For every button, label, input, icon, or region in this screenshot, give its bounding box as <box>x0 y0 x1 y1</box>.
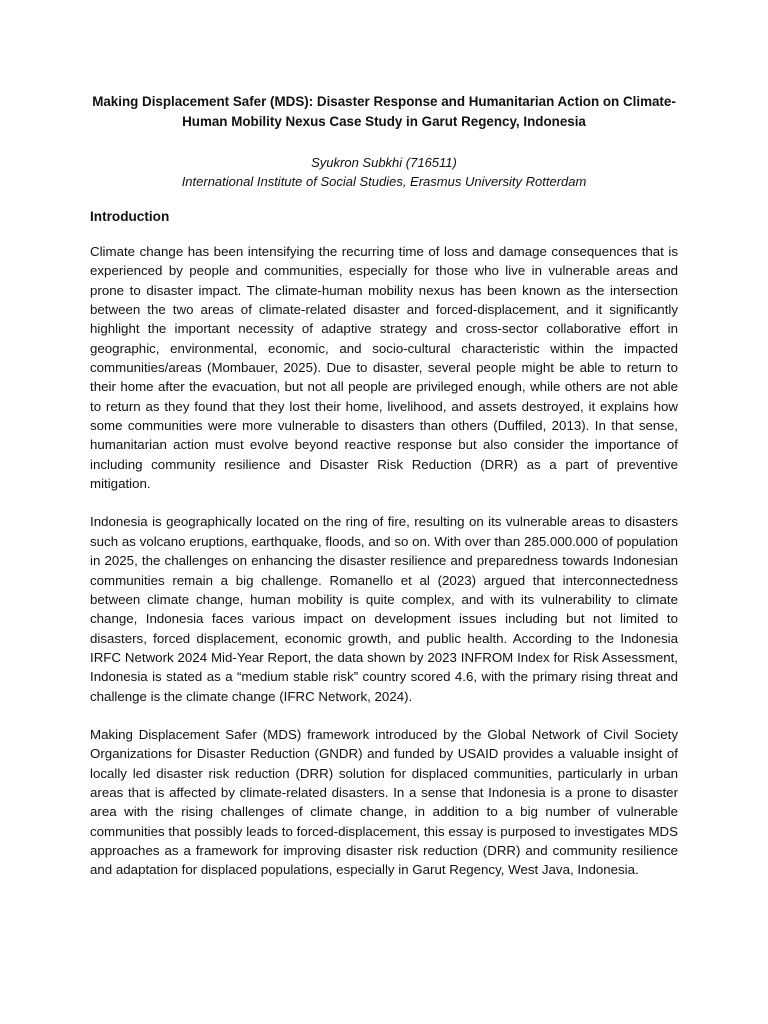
author-affiliation: International Institute of Social Studies, Erasmus University Rotterdam <box>181 174 587 189</box>
paragraph-2: Indonesia is geographically located on the ring of fire, resulting on its vulnerable areas to disasters such as volcano eruptions, earthquake, floods, and so on. With over than 285.000.000 of population in 2025, the challenges on enhancing the disaster resilience and preparedness towards Indonesian communities remain a big challenge. Romanello et al (2023) argued that interconnectedness between climate change, human mobility is quite complex, and with its vulnerability to climate change, Indonesia faces various impact on development issues including but not limited to disasters, forced displacement, economic growth, and public health. According to the Indonesia IRFC Network 2024 Mid-Year Report, the data shown by 2023 INFROM Index for Risk Assessment, Indonesia is stated as a “medium stable risk” country scored 4.6, with the primary rising threat and challenge is the climate change (IFRC Network, 2024). <box>90 514 678 704</box>
document-page <box>90 92 678 880</box>
document-title: Making Displacement Safer (MDS): Disaster Response and Humanitarian Action on Climate-Human Mobility Nexus Case Study in Garut Regency, Indonesia <box>92 94 676 129</box>
section-heading-introduction: Introduction <box>90 209 170 224</box>
author-name: Syukron Subkhi (716511) <box>311 155 457 170</box>
paragraph-3: Making Displacement Safer (MDS) framework introduced by the Global Network of Civil Society Organizations for Disaster Reduction (GNDR) and funded by USAID provides a valuable insight of locally led disaster risk reduction (DRR) solution for displaced communities, particularly in urban areas that is affected by climate-related disasters. In a sense that Indonesia is a prone to disaster area with the rising challenges of climate change, in addition to a big number of vulnerable communities that possibly leads to forced-displacement, this essay is purposed to investigates MDS approaches as a framework for improving disaster risk reduction (DRR) and community resilience and adaptation for displaced populations, especially in Garut Regency, West Java, Indonesia. <box>90 726 678 878</box>
author-block <box>90 153 678 191</box>
paragraph-1: Climate change has been intensifying the recurring time of loss and damage consequences that is experienced by people and communities, especially for those who live in vulnerable areas and prone to disaster impact. The climate-human mobility nexus has been known as the intersection between the two areas of climate-related disaster and forced-displacement, and it significantly highlight the important necessity of adaptive strategy and cross-sector collaborative effort in geographic, environmental, economic, and socio-cultural characteristic within the impacted communities/areas (Mombauer, 2025). Due to disaster, several people might be able to return to their home after the evacuation, but not all people are privileged enough, while others are not able to return as they found that they lost their home, livelihood, and assets destroyed, it explains how some communities were more vulnerable to disasters than others (Duffiled, 2013). In that sense, humanitarian action must evolve beyond reactive response but also consider the importance of including community resilience and Disaster Risk Reduction (DRR) as a part of preventive mitigation. <box>90 244 678 492</box>
